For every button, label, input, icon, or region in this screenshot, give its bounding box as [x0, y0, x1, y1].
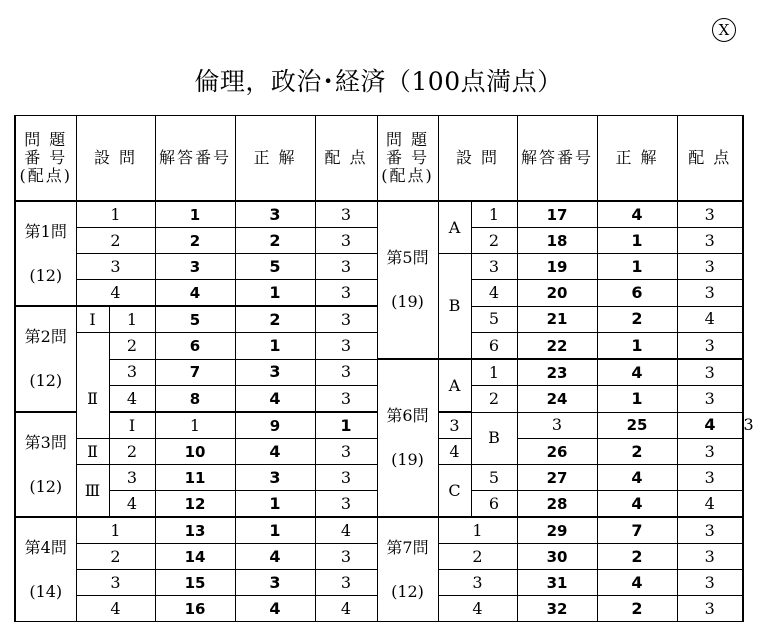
header-answer-number: 解答番号 [155, 116, 235, 202]
answer-number-cell: 8 [155, 386, 235, 413]
setsumon-cell: 2 [76, 228, 155, 254]
question-4-label: 第4問 (14) [15, 517, 76, 622]
group-label: A [438, 201, 471, 254]
question-1-label: 第1問 (12) [15, 201, 76, 306]
answer-number-cell: 20 [517, 280, 597, 307]
setsumon-cell: 2 [471, 228, 517, 254]
answer-number-cell: 21 [517, 306, 597, 333]
header-question-number: 問 題 番 号 (配点) [377, 116, 438, 202]
answer-number-cell: 1 [155, 201, 235, 228]
setsumon-cell: 3 [109, 465, 155, 491]
answer-number-cell: 16 [155, 596, 235, 622]
points-cell: 3 [315, 254, 377, 280]
points-cell: 4 [315, 517, 377, 544]
correct-answer-cell: 1 [235, 280, 315, 307]
points-cell: 4 [677, 491, 743, 518]
correct-answer-cell: 4 [235, 596, 315, 622]
points-cell: 3 [315, 333, 377, 360]
correct-answer-cell: 4 [597, 491, 677, 518]
points-cell: 3 [677, 544, 743, 570]
answer-number-cell: 29 [517, 517, 597, 544]
table-row [15, 201, 743, 228]
setsumon-cell: 2 [76, 544, 155, 570]
table-row [15, 359, 743, 386]
points-cell: 3 [315, 544, 377, 570]
setsumon-cell: 4 [76, 596, 155, 622]
answer-table [14, 115, 754, 622]
answer-number-cell: 2 [155, 228, 235, 254]
table-row: 第3問 (12) Ⅰ 1 9 1 3 B 3 25 4 3 [15, 412, 743, 439]
header-correct: 正 解 [597, 116, 677, 202]
correct-answer-cell: 1 [597, 333, 677, 360]
correct-answer-cell: 3 [235, 465, 315, 491]
header-points: 配 点 [677, 116, 743, 202]
header-correct: 正 解 [235, 116, 315, 202]
correct-answer-cell: 7 [597, 517, 677, 544]
question-2-label: 第2問 (12) [15, 306, 76, 412]
question-3-label: 第3問 (12) [15, 412, 76, 517]
points-cell: 3 [315, 201, 377, 228]
points-cell: 3 [438, 412, 471, 439]
header-row [15, 116, 743, 202]
correct-answer-cell: 1 [597, 386, 677, 413]
answer-number-cell: 18 [517, 228, 597, 254]
points-cell: 3 [677, 254, 743, 280]
answer-number-cell: 19 [517, 254, 597, 280]
correct-answer-cell: 2 [597, 544, 677, 570]
answer-number-cell: 11 [155, 465, 235, 491]
question-5-label: 第5問 (19) [377, 201, 438, 359]
setsumon-cell: 1 [109, 306, 155, 333]
points-cell: 3 [677, 386, 743, 413]
correct-answer-cell: 3 [235, 201, 315, 228]
answer-number-cell: 31 [517, 570, 597, 596]
header-setsumon: 設 問 [76, 116, 155, 202]
correct-answer-cell: 4 [235, 544, 315, 570]
points-cell: 3 [677, 201, 743, 228]
points-cell: 3 [677, 359, 743, 386]
setsumon-cell: 2 [109, 439, 155, 465]
correct-answer-cell: 1 [597, 254, 677, 280]
correct-answer-cell: 1 [235, 333, 315, 360]
setsumon-cell: 1 [471, 359, 517, 386]
group-label: C [438, 465, 471, 518]
header-answer-number: 解答番号 [517, 116, 597, 202]
points-cell: 3 [677, 596, 743, 622]
group-label: Ⅲ [76, 465, 109, 518]
answer-number-cell: 4 [155, 280, 235, 307]
correct-answer-cell: 3 [235, 570, 315, 596]
question-7-label: 第7問 (12) [377, 517, 438, 622]
correct-answer-cell: 2 [597, 596, 677, 622]
correct-answer-cell: 2 [597, 306, 677, 333]
points-cell: 3 [677, 465, 743, 491]
correct-answer-cell: 1 [597, 228, 677, 254]
points-cell: 3 [315, 570, 377, 596]
setsumon-cell: 2 [438, 544, 517, 570]
answer-number-cell: 13 [155, 517, 235, 544]
answer-number-cell: 5 [155, 306, 235, 333]
header-question-number: 問 題 番 号 (配点) [15, 116, 76, 202]
points-cell: 3 [315, 465, 377, 491]
setsumon-cell: 4 [438, 439, 471, 465]
setsumon-cell: 1 [471, 201, 517, 228]
answer-number-cell: 30 [517, 544, 597, 570]
answer-number-cell: 27 [517, 465, 597, 491]
answer-number-cell: 9 [235, 412, 315, 439]
group-label: B [438, 254, 471, 360]
answer-number-cell: 10 [155, 439, 235, 465]
group-label: Ⅰ [76, 306, 109, 333]
correct-answer-cell: 3 [235, 359, 315, 386]
setsumon-cell: 1 [438, 517, 517, 544]
points-cell: 3 [677, 280, 743, 307]
points-cell: 3 [315, 491, 377, 518]
points-cell: 3 [677, 570, 743, 596]
answer-number-cell: 22 [517, 333, 597, 360]
points-cell: 3 [315, 280, 377, 307]
answer-number-cell: 3 [155, 254, 235, 280]
header-setsumon: 設 問 [438, 116, 517, 202]
correct-answer-cell: 4 [235, 386, 315, 413]
points-cell: 3 [315, 228, 377, 254]
answer-number-cell: 15 [155, 570, 235, 596]
correct-answer-cell: 1 [235, 517, 315, 544]
correct-answer-cell: 5 [235, 254, 315, 280]
setsumon-cell: 2 [109, 333, 155, 360]
setsumon-cell: 3 [438, 570, 517, 596]
page-title: 倫理，政治･経済（100点満点） [194, 67, 563, 96]
setsumon-cell: 5 [471, 465, 517, 491]
correct-answer-cell: 1 [235, 491, 315, 518]
setsumon-cell: 3 [76, 254, 155, 280]
points-cell: 4 [677, 306, 743, 333]
setsumon-cell: 4 [471, 280, 517, 307]
answer-number-cell: 7 [155, 359, 235, 386]
group-label: Ⅰ [109, 412, 155, 439]
correct-answer-cell: 2 [235, 306, 315, 333]
setsumon-cell: 2 [471, 386, 517, 413]
correct-answer-cell: 1 [315, 412, 377, 439]
setsumon-cell: 6 [471, 333, 517, 360]
correct-answer-cell: 4 [235, 439, 315, 465]
subject-mark: X [712, 18, 736, 42]
correct-answer-cell: 4 [597, 465, 677, 491]
header-points: 配 点 [315, 116, 377, 202]
setsumon-cell: 6 [471, 491, 517, 518]
setsumon-cell: 1 [76, 201, 155, 228]
correct-answer-cell: 6 [597, 280, 677, 307]
setsumon-cell: 3 [517, 412, 597, 439]
correct-answer-cell: 2 [597, 439, 677, 465]
setsumon-cell: 1 [155, 412, 235, 439]
correct-answer-cell: 4 [597, 570, 677, 596]
setsumon-cell: 3 [76, 570, 155, 596]
group-blank [76, 333, 109, 360]
correct-answer-cell: 4 [677, 412, 743, 439]
table-row [15, 517, 743, 544]
points-cell: 4 [315, 596, 377, 622]
answer-number-cell: 23 [517, 359, 597, 386]
setsumon-cell: 4 [109, 386, 155, 413]
points-cell: 3 [315, 306, 377, 333]
setsumon-cell: 3 [471, 254, 517, 280]
points-cell: 3 [677, 333, 743, 360]
points-cell: 3 [677, 517, 743, 544]
answer-number-cell: 32 [517, 596, 597, 622]
answer-number-cell: 6 [155, 333, 235, 360]
points-cell: 3 [315, 359, 377, 386]
group-label: Ⅱ [76, 439, 109, 465]
setsumon-cell: 3 [109, 359, 155, 386]
points-cell: 3 [677, 228, 743, 254]
points-cell: 3 [315, 439, 377, 465]
setsumon-cell: 1 [76, 517, 155, 544]
answer-number-cell: 25 [597, 412, 677, 439]
answer-number-cell: 12 [155, 491, 235, 518]
group-label: A [438, 359, 471, 412]
answer-number-cell: 24 [517, 386, 597, 413]
group-label: Ⅱ [76, 359, 109, 439]
points-cell: 3 [677, 439, 743, 465]
answer-number-cell: 28 [517, 491, 597, 518]
group-label: B [471, 412, 517, 465]
answer-number-cell: 26 [517, 439, 597, 465]
setsumon-cell: 4 [76, 280, 155, 307]
correct-answer-cell: 2 [235, 228, 315, 254]
correct-answer-cell: 4 [597, 201, 677, 228]
setsumon-cell: 4 [438, 596, 517, 622]
answer-number-cell: 17 [517, 201, 597, 228]
answer-number-cell: 14 [155, 544, 235, 570]
points-cell: 3 [315, 386, 377, 413]
setsumon-cell: 5 [471, 306, 517, 333]
setsumon-cell: 4 [109, 491, 155, 518]
question-6-label: 第6問 (19) [377, 359, 438, 517]
correct-answer-cell: 4 [597, 359, 677, 386]
